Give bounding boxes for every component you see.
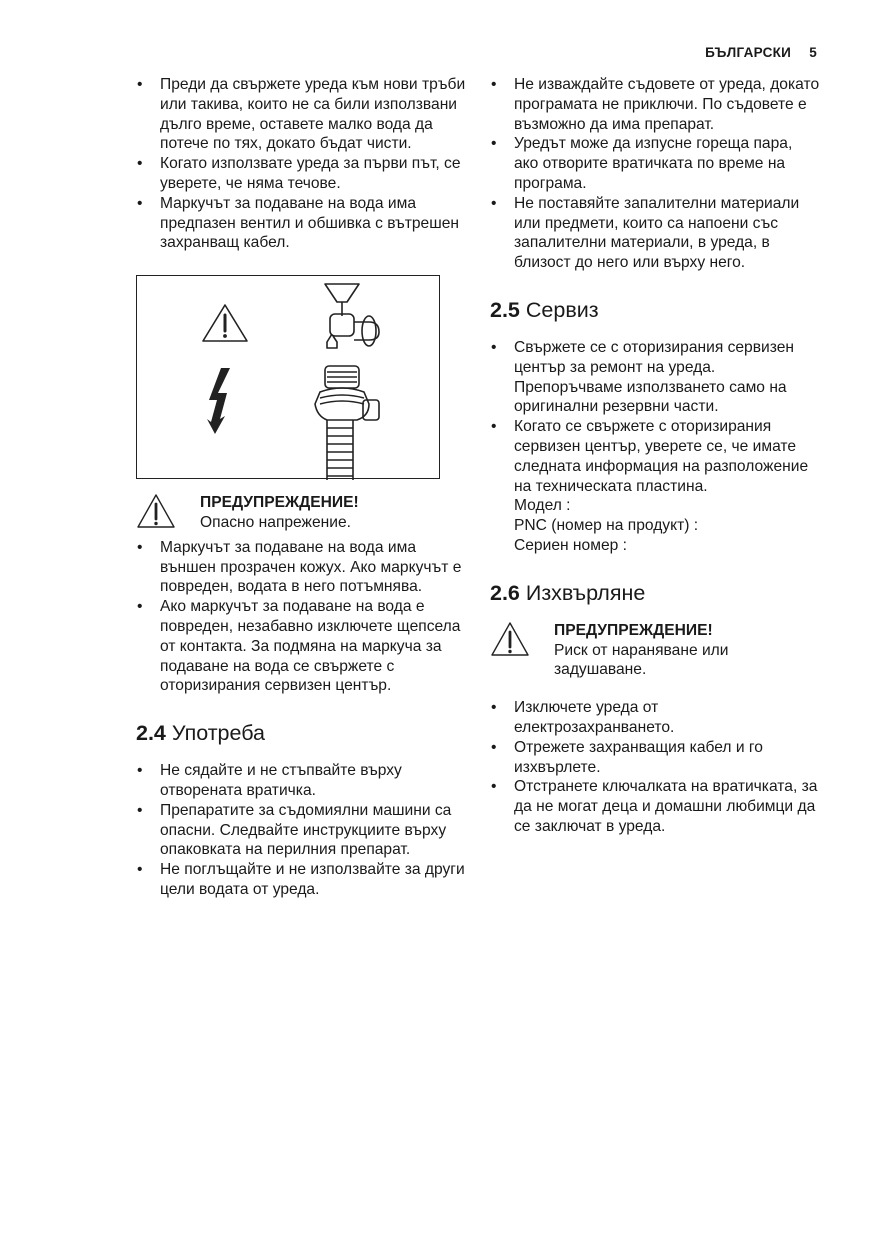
warning-triangle-icon xyxy=(203,305,247,341)
header-language: БЪЛГАРСКИ xyxy=(705,45,792,60)
list-item: • Не изваждайте съдовете от уреда, докато програмата не приключи. По съдовете е възможно да има препарат. xyxy=(490,75,820,134)
warning-text: Опасно напрежение. xyxy=(200,513,351,531)
left-column xyxy=(136,75,466,900)
info-line-model: Модел : xyxy=(514,497,571,515)
section-title-disposal: 2.6 Изхвърляне xyxy=(490,580,646,605)
list-item: • Преди да свържете уреда към нови тръби или такива, които не са били използвани дълго време, оставете малко вода да потече по тях, докато бъдат чисти. xyxy=(136,75,466,154)
warning-title: ПРЕДУПРЕЖДЕНИЕ! xyxy=(200,494,359,512)
list-item: • Препаратите за съдомиялни машини са опасни. Следвайте инструкциите върху опаковката на перилния препарат. xyxy=(136,801,466,860)
list-item: • Не поглъщайте и не използвайте за други цели водата от уреда. xyxy=(136,860,466,900)
list-item: • Отрежете захранващия кабел и го изхвърлете. xyxy=(490,738,820,778)
warning-triangle-icon xyxy=(136,493,176,529)
list-item: • Изключете уреда от електрозахранването. xyxy=(490,698,820,738)
warning-title: ПРЕДУПРЕЖДЕНИЕ! xyxy=(554,621,713,639)
warning-triangle-icon xyxy=(490,621,530,657)
list-item: • Когато се свържете с оторизирания сервизен център, уверете се, че имате следната информация на разположение на техническата пластина. Модел : PNC (номер на продукт) : Сериен номер : xyxy=(490,417,820,556)
warning-bullet-list xyxy=(136,538,466,696)
list-item: • Уредът може да изпусне гореща пара, ако отворите вратичката по време на програма. xyxy=(490,134,820,193)
section-title-usage: 2.4 Употреба xyxy=(136,721,265,746)
lightning-bolt-icon xyxy=(207,368,230,434)
warning-block xyxy=(490,621,820,680)
page-number: 5 xyxy=(809,45,817,60)
section-title-service: 2.5 Сервиз xyxy=(490,297,599,322)
intro-bullet-list xyxy=(136,75,466,253)
info-line-serial: Сериен номер : xyxy=(514,536,627,554)
info-line-pnc: PNC (номер на продукт) : xyxy=(514,517,699,535)
service-bullet-list xyxy=(490,338,820,556)
page-header xyxy=(705,45,817,60)
list-item: • Отстранете ключалката на вратичката, за да не могат деца и домашни любимци да се заключат в уреда. xyxy=(490,777,820,836)
list-item: • Ако маркучът за подаване на вода е повреден, незабавно изключете щепсела от контакта. За подмяна на маркуча за подаване на вода се свържете с оторизирания сервизен център. xyxy=(136,597,466,696)
warning-text: Риск от нараняване или задушаване. xyxy=(554,641,729,679)
warning-block xyxy=(136,493,466,533)
list-item: • Не сядайте и не стъпвайте върху отворената вратичка. xyxy=(136,761,466,801)
hazard-figure xyxy=(136,275,440,479)
list-item: • Когато използвате уреда за първи път, се уверете, че няма течове. xyxy=(136,154,466,194)
water-inlet-hose-icon xyxy=(315,366,379,480)
list-item: • Маркучът за подаване на вода има предпазен вентил и обшивка с вътрешен захранващ кабел. xyxy=(136,194,466,253)
list-item: • Свържете се с оторизирания сервизен център за ремонт на уреда. Препоръчваме използването само на оригинални резервни части. xyxy=(490,338,820,417)
usage-bullet-list xyxy=(136,761,466,900)
right-column xyxy=(490,75,820,837)
intro-bullet-list xyxy=(490,75,820,273)
water-tap-icon xyxy=(325,284,379,348)
list-item: • Не поставяйте запалителни материали или предмети, които са напоени със запалителни материали, в уреда, в близост до него или върху него. xyxy=(490,194,820,273)
list-item: • Маркучът за подаване на вода има външен прозрачен кожух. Ако маркучът е повреден, водата в него потъмнява. xyxy=(136,538,466,597)
disposal-bullet-list xyxy=(490,698,820,837)
